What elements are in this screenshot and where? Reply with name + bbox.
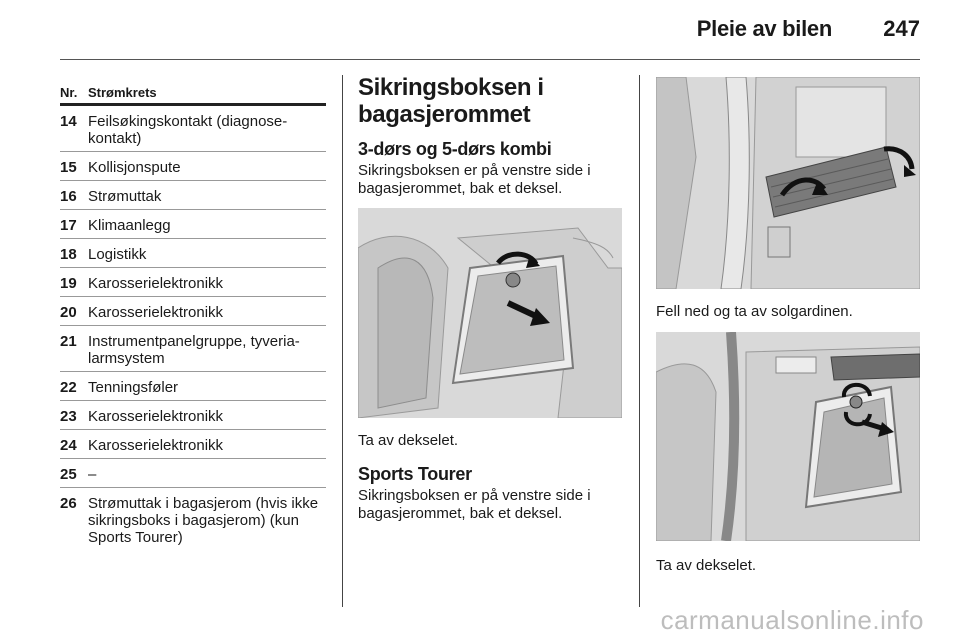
row-text: Strømuttak <box>88 188 162 205</box>
table-row <box>60 401 326 430</box>
figure-sunblind <box>656 77 920 289</box>
table-row <box>60 268 326 297</box>
table-row <box>60 297 326 326</box>
illustration-trunk-cover <box>358 208 622 418</box>
table-row <box>60 488 326 550</box>
row-number: 17 <box>60 217 77 234</box>
table-row <box>60 326 326 372</box>
chapter-title: Pleie av bilen <box>696 16 832 41</box>
table-header <box>60 80 326 106</box>
illustration-sports-tourer-cover <box>656 332 920 541</box>
row-number: 22 <box>60 379 77 396</box>
row-text: Karosserielektronikk <box>88 408 224 425</box>
caption-remove-cover-1: Ta av dekselet. <box>358 432 459 449</box>
row-text: Feilsøkingskontakt (diagnose-kontakt) <box>88 113 288 147</box>
row-number: 18 <box>60 246 77 263</box>
row-number: 23 <box>60 408 77 425</box>
column-divider-2 <box>639 75 640 607</box>
page-number: 247 <box>883 16 920 41</box>
figure-sports-tourer-cover <box>656 332 920 541</box>
row-text: – <box>88 466 97 483</box>
row-text: Klimaanlegg <box>88 217 171 234</box>
paragraph-sports-tourer: Sikringsboksen er på venstre side i bagasjerommet, bak et deksel. <box>358 487 591 522</box>
row-text: Instrumentpanelgruppe, tyveria-larmsystem <box>88 333 300 367</box>
header-divider <box>60 59 920 60</box>
table-row <box>60 181 326 210</box>
row-number: 21 <box>60 333 77 350</box>
column-divider-1 <box>342 75 343 607</box>
col-header-nr: Nr. <box>60 85 78 100</box>
table-row <box>60 459 326 488</box>
row-text: Karosserielektronikk <box>88 437 224 454</box>
table-row <box>60 152 326 181</box>
row-text: Kollisjonspute <box>88 159 181 176</box>
table-row <box>60 210 326 239</box>
figure-hatchback-cover <box>358 208 622 418</box>
row-text: Karosserielektronikk <box>88 304 224 321</box>
illustration-sunblind <box>656 77 920 289</box>
row-text: Karosserielektronikk <box>88 275 224 292</box>
paragraph-hatchback: Sikringsboksen er på venstre side i bagasjerommet, bak et deksel. <box>358 162 591 197</box>
table-row <box>60 106 326 152</box>
row-number: 16 <box>60 188 77 205</box>
row-number: 26 <box>60 495 77 512</box>
row-text: Tenningsføler <box>88 379 179 396</box>
table-row <box>60 430 326 459</box>
row-number: 15 <box>60 159 77 176</box>
row-number: 25 <box>60 466 77 483</box>
table-row <box>60 372 326 401</box>
subheading-hatchback: 3-dørs og 5-dørs kombi <box>358 139 552 159</box>
section-title: Sikringsboksen i bagasjerommet <box>358 74 544 128</box>
caption-remove-cover-2: Ta av dekselet. <box>656 557 757 574</box>
row-text: Strømuttak i bagasjerom (hvis ikke sikringsboks i bagasjerom) (kun Sports Tourer) <box>88 495 319 546</box>
watermark: carmanualsonline.info <box>660 605 924 635</box>
fuse-table <box>60 80 326 550</box>
row-number: 20 <box>60 304 77 321</box>
row-text: Logistikk <box>88 246 147 263</box>
col-header-circuit: Strømkrets <box>88 85 157 100</box>
table-row <box>60 239 326 268</box>
caption-sunblind: Fell ned og ta av solgardinen. <box>656 303 853 320</box>
row-number: 19 <box>60 275 77 292</box>
subheading-sports-tourer: Sports Tourer <box>358 464 472 484</box>
row-number: 24 <box>60 437 77 454</box>
row-number: 14 <box>60 113 77 130</box>
